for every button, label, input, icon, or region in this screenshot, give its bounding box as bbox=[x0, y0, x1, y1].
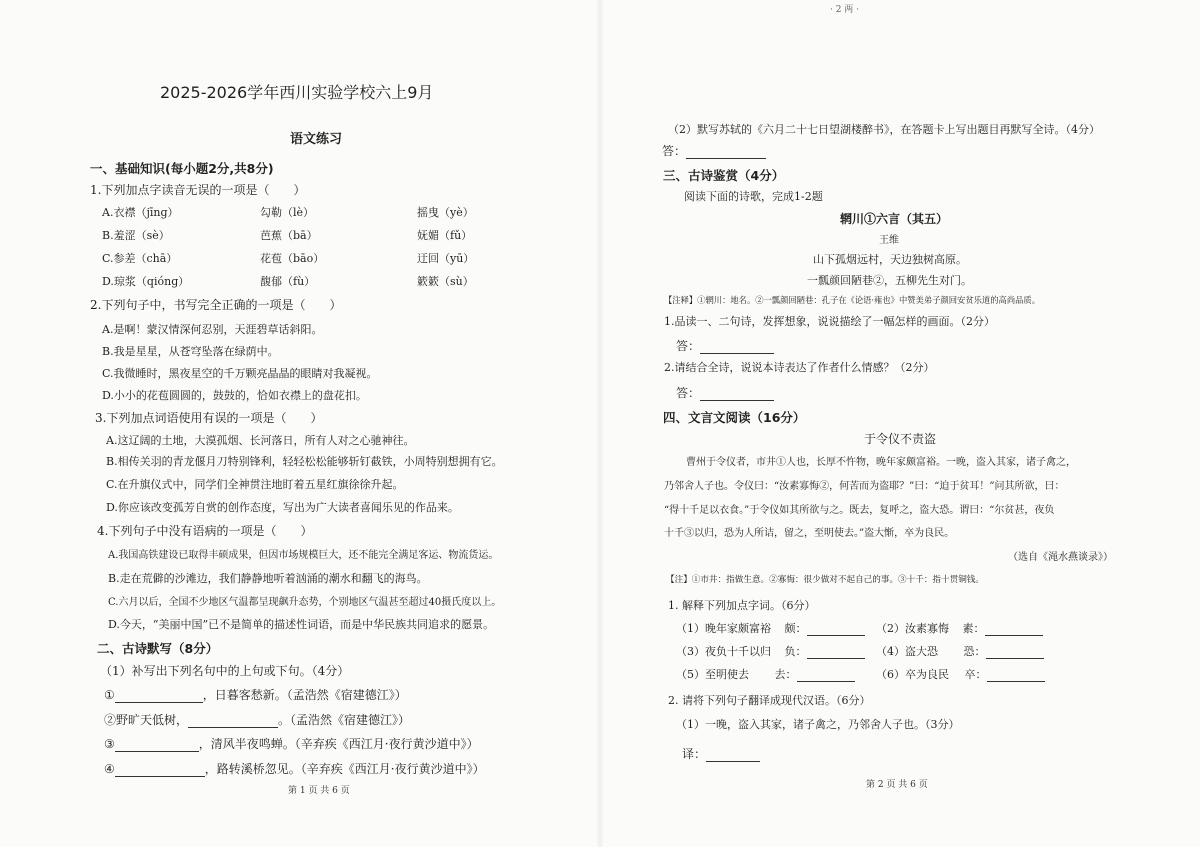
passage-line: 曹州于令仪者，市井①人也，长厚不忤物，晚年家颇富裕。一晚，盗入其家，诸子禽之， bbox=[686, 457, 1076, 468]
q3-stem: 3.下列加点词语使用有误的一项是（ ） bbox=[95, 411, 323, 425]
section-2-heading: 二、古诗默写（8分） bbox=[97, 641, 219, 656]
fill-item-post: ，清风半夜鸣蝉。（辛弃疾《西江月·夜行黄沙道中》） bbox=[198, 737, 479, 751]
fill-item-4 bbox=[104, 760, 485, 777]
q1-opt: D.琼浆（qiónɡ） bbox=[102, 275, 190, 288]
q2-stem: 2.下列句子中，书写完全正确的一项是（ ） bbox=[90, 298, 342, 312]
answer-blank[interactable] bbox=[700, 341, 774, 354]
vocab-sentence: （3）夜负十千以归 bbox=[676, 645, 771, 658]
poem-title: 辋川①六言（其五） bbox=[840, 212, 949, 226]
fill-item-num: ④ bbox=[104, 762, 115, 776]
fill-item-post: ，日暮客愁新。（孟浩然《宿建德江》） bbox=[202, 688, 407, 702]
top-mark: · 2 两 · bbox=[830, 5, 860, 15]
q2-option: D.小小的花苞圆圆的，鼓鼓的，恰如衣襟上的盘花扣。 bbox=[102, 389, 367, 402]
exam-title: 2025-2026学年西川实验学校六上9月 bbox=[160, 83, 434, 102]
answer-label: 答： bbox=[676, 386, 701, 400]
s4-q2-sub1: （1）一晚，盗入其家，诸子禽之，乃邻舍人子也。（3分） bbox=[676, 718, 960, 731]
q2-option: B.我是星星，从苍穹坠落在绿荫中。 bbox=[102, 345, 279, 358]
fill-item-num: ③ bbox=[104, 737, 115, 751]
answer-blank[interactable] bbox=[706, 749, 760, 762]
answer-blank[interactable] bbox=[986, 646, 1044, 659]
vocab-word: 负： bbox=[784, 645, 807, 658]
vocab-item bbox=[876, 666, 1045, 682]
fill-item-post: ，路转溪桥忽见。（辛弃疾《西江月·夜行黄沙道中》） bbox=[204, 762, 485, 776]
q4-option: B.走在荒僻的沙滩边，我们静静地听着汹涌的潮水和翻飞的海鸟。 bbox=[108, 572, 428, 585]
fill-item-1 bbox=[104, 686, 407, 703]
page-footer: 第 2 页 共 6 页 bbox=[866, 780, 928, 790]
vocab-word: 颇： bbox=[784, 622, 807, 635]
fill-item-post: 。（孟浩然《宿建德江》） bbox=[278, 713, 411, 727]
s3-intro: 阅读下面的诗歌，完成1-2题 bbox=[684, 190, 823, 203]
vocab-sentence: （6）卒为良民 bbox=[876, 668, 949, 681]
section-1-heading: 一、基础知识(每小题2分,共8分) bbox=[90, 161, 274, 176]
vocab-sentence: （2）汝素寡悔 bbox=[876, 622, 949, 635]
q1-opt: 勾勒（lè） bbox=[260, 206, 315, 219]
answer-blank[interactable] bbox=[797, 669, 855, 682]
vocab-word: 去： bbox=[774, 668, 797, 681]
answer-blank[interactable] bbox=[115, 739, 199, 752]
passage-line: 十千③以归，恐为人所诘，留之，至明使去。”盗大惭，卒为良民。 bbox=[664, 528, 955, 539]
vocab-item bbox=[876, 643, 1044, 659]
fill-item-num: ① bbox=[104, 688, 115, 702]
s3-q1-answer bbox=[676, 337, 774, 354]
s2-answer bbox=[662, 142, 766, 159]
fill-item-2 bbox=[104, 711, 410, 728]
passage-source: （选自《渑水燕谈录》） bbox=[1008, 552, 1113, 563]
subject-title: 语文练习 bbox=[290, 132, 343, 147]
q4-stem: 4.下列句子中没有语病的一项是（ ） bbox=[97, 524, 313, 538]
s3-q1: 1.品读一、二句诗，发挥想象，说说描绘了一幅怎样的画面。（2分） bbox=[664, 315, 995, 328]
answer-label: 答： bbox=[662, 144, 687, 158]
q2-option: A.是啊！蒙汉情深何忍别，天涯碧草话斜阳。 bbox=[102, 323, 323, 336]
q4-option: C.六月以后，全国不少地区气温都呈现飙升态势，个别地区气温甚至超过40摄氏度以上。 bbox=[108, 597, 502, 608]
passage-note: 【注】①市井：指做生意。②寡悔：很少做对不起自己的事。③十千：指十贯铜钱。 bbox=[666, 575, 984, 585]
vocab-word: 恐： bbox=[963, 645, 986, 658]
q3-option: A.这辽阔的土地，大漠孤烟、长河落日，所有人对之心驰神往。 bbox=[106, 434, 415, 447]
answer-label: 答： bbox=[676, 339, 701, 353]
passage-line: 乃邻舍人子也。令仪曰：“汝素寡悔②，何苦而为盗耶？”曰：“迫于贫耳！”问其所欲，曰： bbox=[664, 481, 1065, 492]
vocab-item bbox=[676, 666, 855, 682]
answer-blank[interactable] bbox=[115, 764, 205, 777]
translate-label: 译： bbox=[682, 747, 707, 761]
q1-opt: 芭蕉（bā） bbox=[260, 229, 318, 242]
q1-opt: B.羞涩（sè） bbox=[102, 229, 170, 242]
section-3-heading: 三、古诗鉴赏（4分） bbox=[663, 168, 785, 183]
q1-stem: 1.下列加点字读音无误的一项是（ ） bbox=[90, 183, 306, 197]
passage-title: 于令仪不责盗 bbox=[864, 432, 937, 446]
q3-option: C.在升旗仪式中，同学们全神贯注地盯着五星红旗徐徐升起。 bbox=[106, 478, 404, 491]
fill-item-pre: 野旷天低树， bbox=[116, 713, 189, 727]
page-footer: 第 1 页 共 6 页 bbox=[288, 786, 350, 796]
vocab-sentence: （5）至明使去 bbox=[676, 668, 749, 681]
vocab-sentence: （1）晚年家颇富裕 bbox=[676, 622, 771, 635]
s2-p1-stem: （1）补写出下列名句中的上句或下句。（4分） bbox=[100, 664, 350, 678]
fill-item-3 bbox=[104, 735, 479, 752]
q4-option: D.今天，“美丽中国”已不是简单的描述性词语，而是中华民族共同追求的愿景。 bbox=[108, 618, 495, 631]
answer-blank[interactable] bbox=[985, 623, 1043, 636]
answer-blank[interactable] bbox=[807, 623, 865, 636]
q1-opt: A.衣襟（jīnɡ） bbox=[102, 206, 179, 219]
page-right bbox=[600, 0, 1200, 847]
q3-option: B.相传关羽的青龙偃月刀特别锋利，轻轻松松能够斩钉截铁，小周特别想拥有它。 bbox=[106, 455, 503, 468]
s4-q2-stem: 2. 请将下列句子翻译成现代汉语。（6分） bbox=[668, 694, 871, 707]
s3-q2: 2.请结合全诗，说说本诗表达了作者什么情感？（2分） bbox=[664, 361, 935, 374]
q1-opt: 花苞（bāo） bbox=[260, 252, 325, 265]
vocab-sentence: （4）盗大恐 bbox=[876, 645, 938, 658]
translate-answer bbox=[682, 745, 760, 762]
vocab-item bbox=[876, 620, 1043, 636]
q1-opt: C.参差（chā） bbox=[102, 252, 178, 265]
poem-line: 一瓢颜回陋巷②，五柳先生对门。 bbox=[807, 274, 972, 287]
answer-blank[interactable] bbox=[987, 669, 1045, 682]
q2-option: C.我微睡时，黑夜星空的千万颗亮晶晶的眼睛对我凝视。 bbox=[102, 367, 378, 380]
answer-blank[interactable] bbox=[115, 690, 203, 703]
s3-q2-answer bbox=[676, 384, 774, 401]
vocab-item bbox=[676, 643, 865, 659]
s4-q1-stem: 1. 解释下列加点字词。（6分） bbox=[668, 599, 816, 612]
q4-option: A.我国高铁建设已取得丰硕成果，但因市场规模巨大，还不能完全满足客运、物流货运。 bbox=[108, 550, 499, 561]
q1-opt: 簌簌（sù） bbox=[417, 275, 474, 288]
answer-blank[interactable] bbox=[188, 715, 278, 728]
passage-line: “得十千足以衣食。”于令仪如其所欲与之。既去，复呼之，盗大恐。谓曰：“尔贫甚，夜负 bbox=[664, 505, 1055, 516]
vocab-item bbox=[676, 620, 865, 636]
answer-blank[interactable] bbox=[700, 388, 774, 401]
vocab-word: 素： bbox=[962, 622, 985, 635]
answer-blank[interactable] bbox=[807, 646, 865, 659]
q1-opt: 妩媚（fǔ） bbox=[417, 229, 473, 242]
poem-author: 王维 bbox=[879, 235, 899, 246]
vocab-word: 卒： bbox=[964, 668, 987, 681]
q1-opt: 迂回（yū） bbox=[417, 252, 475, 265]
answer-blank[interactable] bbox=[686, 146, 766, 159]
section-4-heading: 四、文言文阅读（16分） bbox=[663, 410, 806, 425]
s2-p2: （2）默写苏轼的《六月二十七日望湖楼醉书》，在答题卡上写出题目再默写全诗。（4分） bbox=[668, 123, 1100, 136]
fill-item-num: ② bbox=[104, 713, 117, 727]
poem-line: 山下孤烟远村，天边独树高原。 bbox=[813, 253, 967, 266]
q3-option: D.你应该改变孤芳自赏的创作态度，写出为广大读者喜闻乐见的作品来。 bbox=[106, 501, 459, 514]
poem-note: 【注释】①辋川：地名。②一瓢颜回陋巷：孔子在《论语·雍也》中赞美弟子颜回安贫乐道的高尚品质。 bbox=[664, 295, 1041, 305]
q1-opt: 摇曳（yè） bbox=[417, 206, 474, 219]
q1-opt: 馥郁（fù） bbox=[260, 275, 316, 288]
